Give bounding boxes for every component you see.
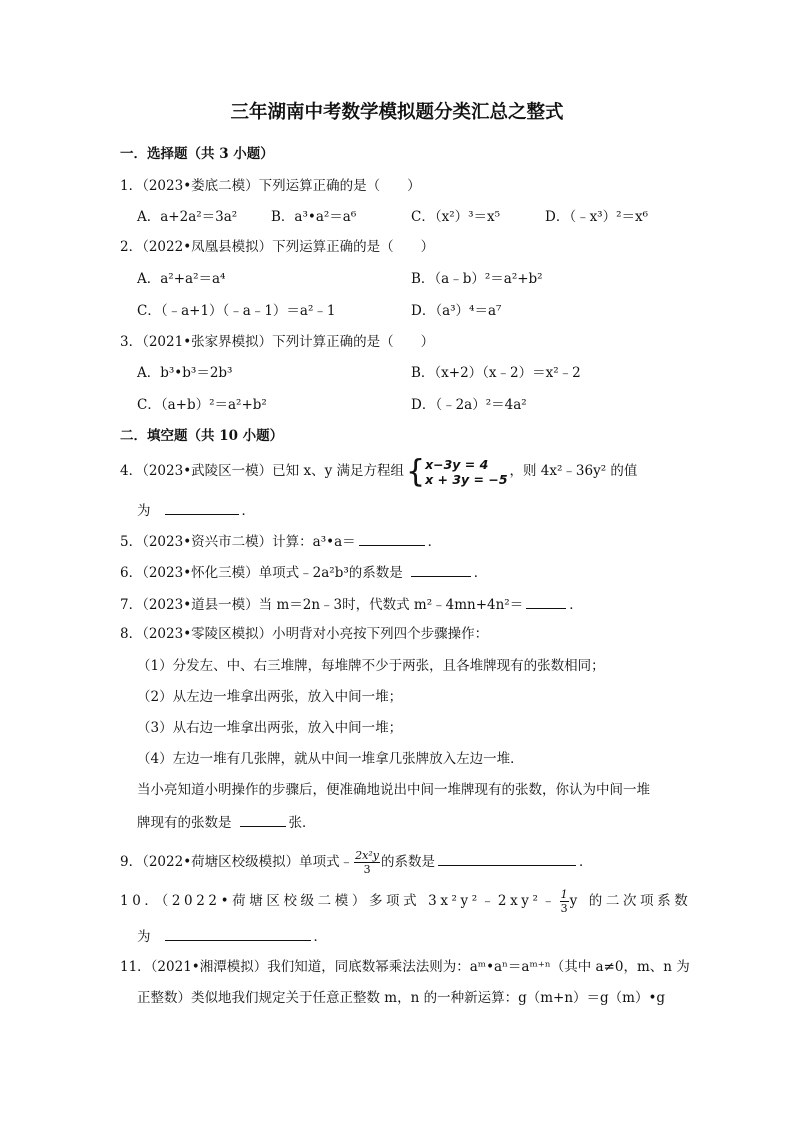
question-8-step-4: （4）左边一堆有几张牌，就从中间一堆拿几张牌放入左边一堆． — [137, 751, 524, 767]
question-8-text-2-content: 牌现有的张数是 — [137, 815, 232, 831]
question-9-post: 的系数是 — [381, 854, 435, 870]
question-1-option-a: A．a+2a²＝3a² — [137, 209, 238, 225]
question-8-text-2 — [137, 812, 316, 832]
question-11-line-1: 11．（2021•湘潭模拟）我们知道，同底数幂乘法法则为：aᵐ•aⁿ＝aᵐ⁺ⁿ（其中 a≠0，m、n 为 — [120, 959, 690, 975]
question-7 — [120, 594, 583, 614]
question-4-post: ，则 4x²﹣36y² 的值 — [509, 463, 638, 479]
question-4-stem — [120, 452, 638, 490]
equation-2: x + 3y = −5 — [425, 471, 508, 487]
question-3-option-a: A．b³•b³＝2b³ — [137, 365, 233, 381]
equation-system — [405, 452, 508, 490]
question-3-option-b: B．（x+2）（x﹣2）＝x²﹣2 — [411, 365, 581, 381]
question-7-end: ． — [569, 597, 583, 613]
question-2-option-b: B．（a﹣b）²＝a²+b² — [411, 271, 543, 287]
question-8-step-2: （2）从左边一堆拿出两张，放入中间一堆； — [137, 689, 403, 705]
question-2-option-c: C．（﹣a+1）（﹣a﹣1）＝a²﹣1 — [137, 303, 336, 319]
equation-1: x−3y = 4 — [425, 456, 489, 472]
question-4-cont-text: 为 — [137, 503, 151, 519]
question-8-step-1: （1）分发左、中、右三堆牌，每堆牌不少于两张，且各堆牌现有的张数相同； — [137, 658, 605, 674]
question-2-option-d: D．（a³）⁴＝a⁷ — [411, 303, 502, 319]
question-2-option-a: A．a²+a²＝a⁴ — [137, 271, 226, 287]
brace-icon: { — [405, 452, 426, 490]
question-9-pre: 9．（2022•荷塘区校级模拟）单项式﹣ — [120, 854, 354, 870]
question-1-option-d: D．（﹣x³）²＝x⁶ — [545, 209, 649, 225]
answer-blank[interactable] — [526, 594, 566, 609]
question-1-option-c: C．（x²）³＝x⁵ — [411, 209, 501, 225]
fraction-denominator: 3 — [560, 902, 568, 915]
question-6-stem: 6．（2023•怀化三模）单项式﹣2a²b³的系数是 — [120, 565, 403, 581]
question-10 — [120, 886, 691, 916]
question-6 — [120, 562, 487, 582]
answer-blank[interactable] — [359, 531, 425, 546]
page-title: 三年湖南中考数学模拟题分类汇总之整式 — [230, 102, 564, 123]
question-7-stem: 7．（2023•道县一模）当 m＝2n﹣3时，代数式 m²﹣4mn+4n²＝ — [120, 597, 524, 613]
question-8-end: 张． — [288, 815, 316, 831]
question-8-text-1: 当小亮知道小明操作的步骤后，便准确地说出中间一堆牌现有的张数，你认为中间一堆 — [137, 782, 650, 798]
question-8-step-3: （3）从右边一堆拿出两张，放入中间一堆； — [137, 720, 403, 736]
question-4-continuation — [137, 500, 255, 520]
question-3-option-c: C．（a+b）²＝a²+b² — [137, 397, 267, 413]
fraction — [560, 888, 569, 915]
question-11-line-2: 正整数）类似地我们规定关于任意正整数 m，n 的一种新运算：g（m+n）＝g（m）•g — [137, 990, 666, 1006]
question-10-end: ． — [313, 929, 327, 945]
question-9-end: ． — [579, 854, 593, 870]
question-10-cont-text: 为 — [137, 929, 151, 945]
answer-blank[interactable] — [411, 562, 471, 577]
answer-blank[interactable] — [240, 812, 286, 827]
question-5-stem: 5．（2023•资兴市二模）计算：a³•a＝ — [120, 534, 356, 550]
question-3-stem: 3．（2021•张家界模拟）下列计算正确的是（ ） — [120, 334, 435, 350]
question-5-end: ． — [427, 534, 442, 550]
answer-blank[interactable] — [438, 851, 576, 866]
answer-blank[interactable] — [165, 500, 239, 515]
question-1-stem: 1．（2023•娄底二模）下列运算正确的是（ ） — [120, 178, 421, 194]
fraction — [354, 849, 380, 876]
fraction-numerator: 2x²y — [355, 849, 379, 862]
question-4-end: ． — [241, 503, 255, 519]
question-4-pre: 4．（2023•武陵区一模）已知 x、y 满足方程组 — [120, 463, 404, 479]
fraction-numerator: 1 — [560, 888, 568, 901]
question-9 — [120, 847, 593, 877]
question-2-stem: 2．（2022•凤凰县模拟）下列运算正确的是（ ） — [120, 239, 435, 255]
answer-blank[interactable] — [165, 926, 311, 941]
question-6-end: ． — [473, 565, 488, 581]
question-1-option-b: B．a³•a²＝a⁶ — [271, 209, 357, 225]
fraction-denominator: 3 — [363, 863, 371, 876]
question-10-post: y 的二次项系数 — [569, 893, 692, 909]
question-10-continuation — [137, 926, 327, 946]
question-8-stem: 8．（2023•零陵区模拟）小明背对小亮按下列四个步骤操作： — [120, 626, 489, 642]
question-10-pre: 10．（2022•荷塘区校级二模）多项式 3x²y²﹣2xy²﹣ — [120, 893, 559, 909]
question-3-option-d: D．（﹣2a）²＝4a² — [411, 397, 527, 413]
section-heading-fill: 二．填空题（共 10 小题） — [120, 428, 284, 444]
section-heading-choice: 一．选择题（共 3 小题） — [120, 146, 274, 162]
question-5 — [120, 531, 441, 551]
